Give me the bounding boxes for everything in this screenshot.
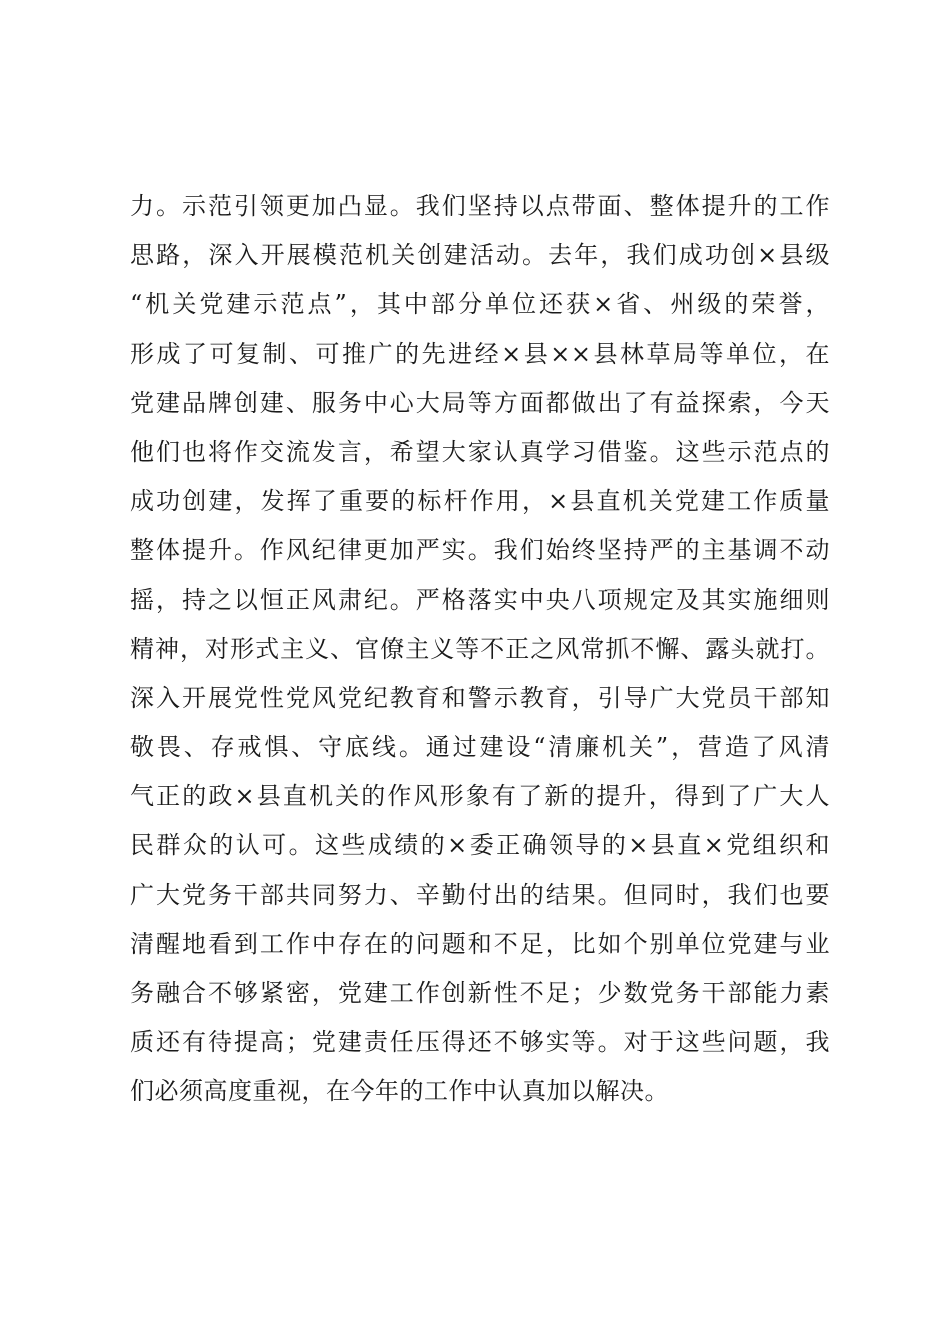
text-line: 形成了可复制、可推广的先进经×县××县林草局等单位，在: [130, 339, 830, 368]
text-line: 摇，持之以恒正风肃纪。严格落实中央八项规定及其实施细则: [130, 585, 830, 614]
text-line: 精神，对形式主义、官僚主义等不正之风常抓不懈、露头就打。: [130, 634, 830, 663]
text-line: 广大党务干部共同努力、辛勤付出的结果。但同时，我们也要: [130, 880, 830, 909]
text-line: 深入开展党性党风党纪教育和警示教育，引导广大党员干部知: [130, 683, 830, 712]
text-line: 敬畏、存戒惧、守底线。通过建设“清廉机关”，营造了风清: [130, 733, 830, 762]
text-line: 他们也将作交流发言，希望大家认真学习借鉴。这些示范点的: [130, 437, 830, 466]
text-line: 成功创建，发挥了重要的标杆作用，×县直机关党建工作质量: [130, 487, 830, 516]
text-line: 们必须高度重视，在今年的工作中认真加以解决。: [130, 1077, 669, 1106]
text-line: 清醒地看到工作中存在的问题和不足，比如个别单位党建与业: [130, 929, 830, 958]
text-line: 党建品牌创建、服务中心大局等方面都做出了有益探索，今天: [130, 388, 830, 417]
text-line: 质还有待提高；党建责任压得还不够实等。对于这些问题，我: [130, 1028, 830, 1057]
text-line: 力。示范引领更加凸显。我们坚持以点带面、整体提升的工作: [130, 192, 830, 220]
text-line: 民群众的认可。这些成绩的×委正确领导的×县直×党组织和: [130, 831, 830, 860]
text-line: 思路，深入开展模范机关创建活动。去年，我们成功创×县级: [130, 241, 830, 270]
text-line: 务融合不够紧密，党建工作创新性不足；少数党务干部能力素: [130, 979, 830, 1007]
text-line: 整体提升。作风纪律更加严实。我们始终坚持严的主基调不动: [130, 536, 830, 565]
body-paragraph: [130, 182, 830, 1117]
text-line: “机关党建示范点”，其中部分单位还获×省、州级的荣誉，: [130, 290, 830, 319]
text-line: 气正的政×县直机关的作风形象有了新的提升，得到了广大人: [130, 782, 830, 811]
